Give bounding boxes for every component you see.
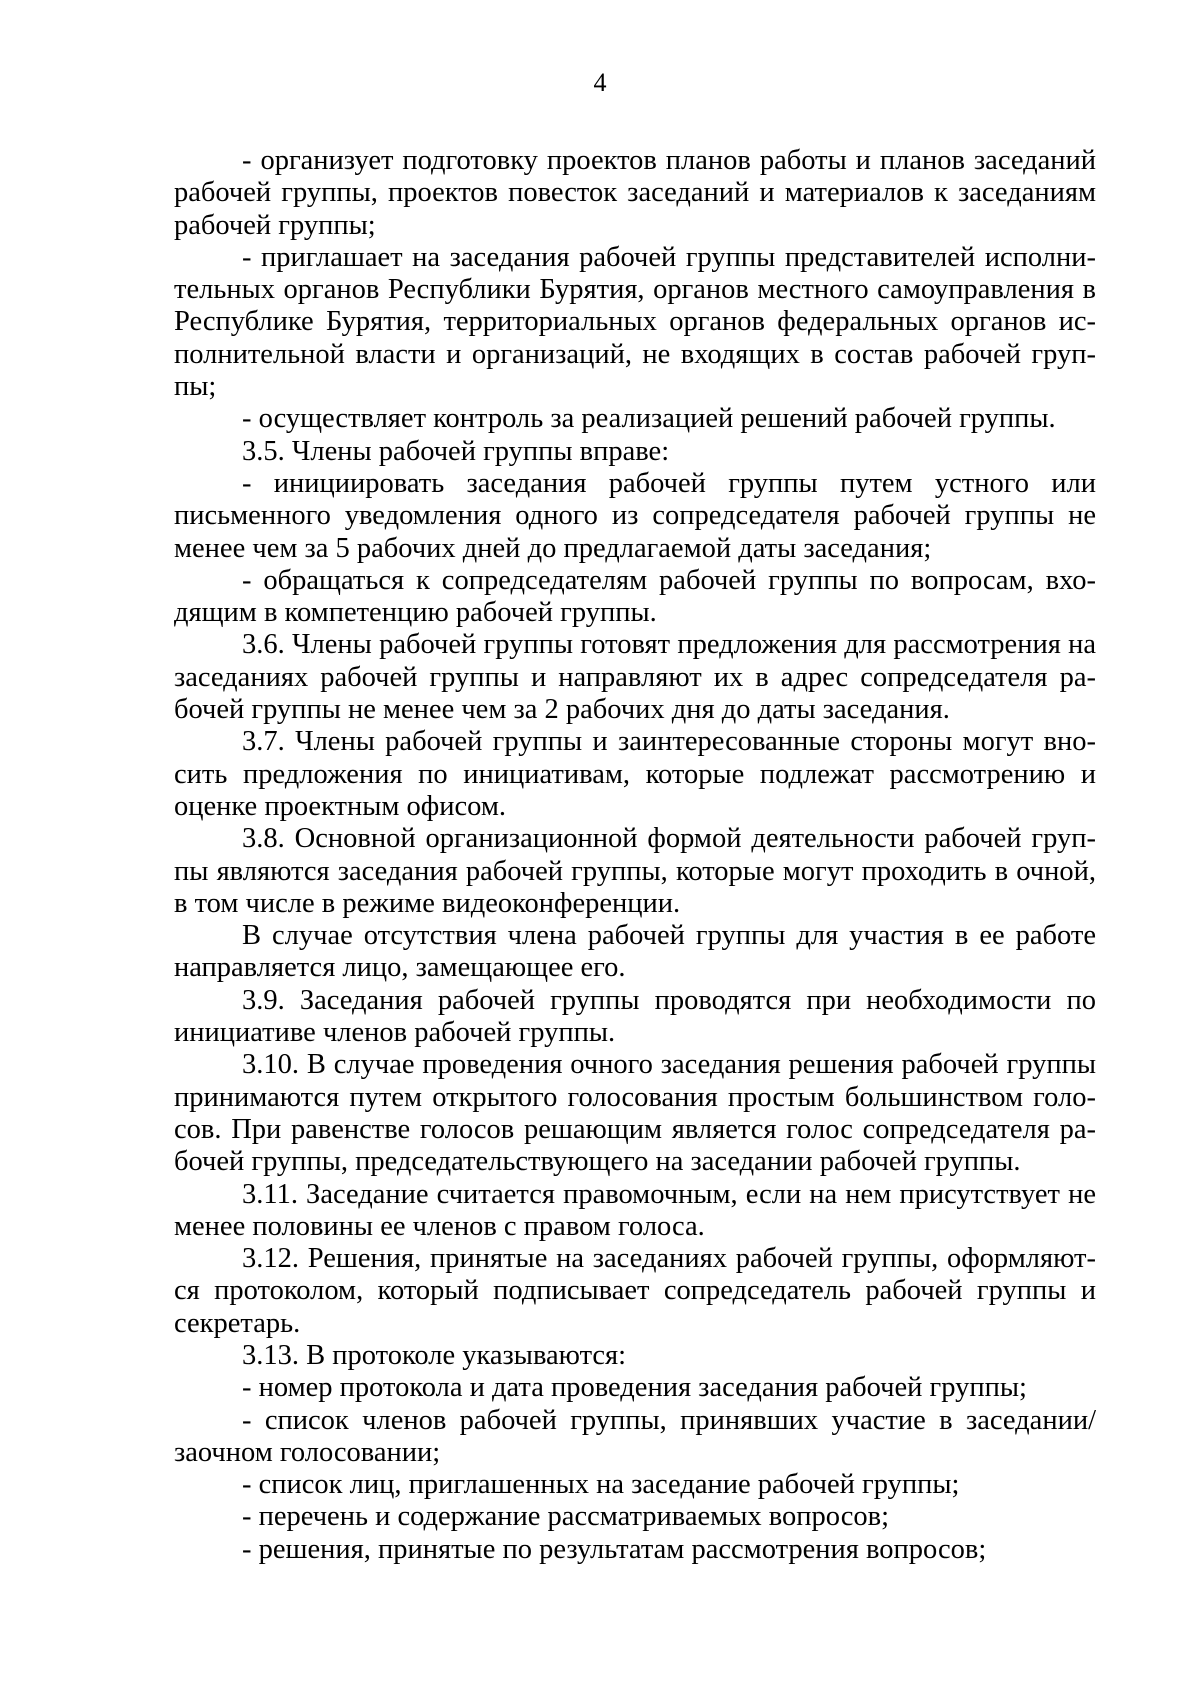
- list-item-questions: - перечень и содержание рассматриваемых вопросов;: [242, 1501, 889, 1533]
- document-body: [174, 145, 1096, 1566]
- list-item-protocol-number: - номер протокола и дата проведения заседания рабочей группы;: [242, 1372, 1027, 1404]
- paragraph-invite-representatives: - приглашает на заседания рабочей группы представителей исполнительных органов Республики Бурятия, органов местного самоуправления в Республике Бурятия, территориальных органов федеральных органов исполнительной власти и организаций, не входящих в состав рабочей группы;: [174, 241, 1096, 403]
- paragraph-3-11-quorum: 3.11. Заседание считается правомочным, если на нем присутствует не менее половины ее членов с правом голоса.: [174, 1178, 1096, 1242]
- page-number: 4: [593, 68, 607, 97]
- paragraph-3-8-meeting-form: 3.8. Основной организационной формой деятельности рабочей группы являются заседания рабочей группы, которые могут проходить в очной, в том числе в режиме видеоконференции.: [174, 823, 1096, 919]
- paragraph-control-decisions: - осуществляет контроль за реализацией решений рабочей группы.: [242, 403, 1056, 435]
- list-item-participants: - список членов рабочей группы, принявших участие в заседании/заочном голосовании;: [174, 1404, 1096, 1468]
- paragraph-3-7-initiatives: 3.7. Члены рабочей группы и заинтересованные стороны могут вносить предложения по инициативам, которые подлежат рассмотрению и оценке проектным офисом.: [174, 726, 1096, 822]
- paragraph-member-absence: В случае отсутствия члена рабочей группы для участия в ее работе направляется лицо, замещающее его.: [174, 920, 1096, 984]
- paragraph-appeal-cochairs: - обращаться к сопредседателям рабочей группы по вопросам, входящим в компетенцию рабочей группы.: [174, 564, 1096, 629]
- paragraph-3-5-members-rights: 3.5. Члены рабочей группы вправе:: [242, 435, 670, 467]
- paragraph-initiate-meetings: - инициировать заседания рабочей группы путем устного или письменного уведомления одного из сопредседателя рабочей группы не менее чем за 5 рабочих дней до предлагаемой даты заседания;: [174, 467, 1096, 564]
- paragraph-3-10-voting: 3.10. В случае проведения очного заседания решения рабочей группы принимаются путем открытого голосования простым большинством голосов. При равенстве голосов решающим является голос сопредседателя рабочей группы, председательствующего на заседании рабочей группы.: [174, 1049, 1096, 1178]
- paragraph-3-6-proposals: 3.6. Члены рабочей группы готовят предложения для рассмотрения на заседаниях рабочей группы и направляют их в адрес сопредседателя рабочей группы не менее чем за 2 рабочих дня до даты заседания.: [174, 629, 1096, 726]
- paragraph-3-13-protocol-contents: 3.13. В протоколе указываются:: [242, 1339, 627, 1371]
- list-item-decisions: - решения, принятые по результатам рассмотрения вопросов;: [242, 1533, 987, 1565]
- paragraph-3-9-meetings-held: 3.9. Заседания рабочей группы проводятся при необходимости по инициативе членов рабочей группы.: [174, 984, 1096, 1049]
- paragraph-organize-preparation: - организует подготовку проектов планов работы и планов заседаний рабочей группы, проектов повесток заседаний и материалов к заседаниям рабочей группы;: [174, 145, 1096, 241]
- paragraph-3-12-protocol: 3.12. Решения, принятые на заседаниях рабочей группы, оформляются протоколом, который подписывает сопредседатель рабочей группы и секретарь.: [174, 1243, 1096, 1339]
- list-item-invited-persons: - список лиц, приглашенных на заседание рабочей группы;: [242, 1469, 960, 1501]
